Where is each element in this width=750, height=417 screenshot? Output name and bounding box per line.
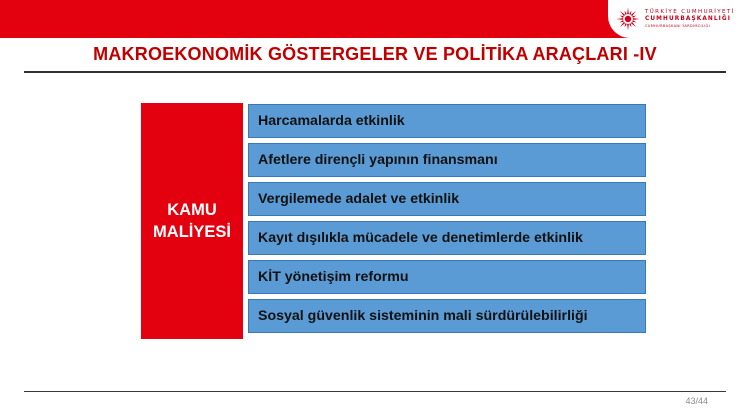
emblem-ray xyxy=(620,20,624,22)
presidency-wordmark xyxy=(645,10,735,29)
policy-item-label: Vergilemede adalet ve etkinlik xyxy=(258,191,460,207)
slide-title: MAKROEKONOMİK GÖSTERGELER VE POLİTİKA ARAÇLARI -IV xyxy=(93,44,657,64)
category-label-line: KAMU xyxy=(167,201,217,219)
emblem-ray xyxy=(617,18,624,20)
emblem-ray xyxy=(625,11,627,15)
emblem-ray xyxy=(629,23,631,27)
policy-item-label: Harcamalarda etkinlik xyxy=(258,113,405,129)
emblem-ray xyxy=(627,24,629,31)
policy-item xyxy=(248,299,646,333)
emblem-ray xyxy=(633,18,640,20)
emblem-line-state: TÜRKİYE CUMHURİYETİ xyxy=(645,8,735,15)
emblem-ray xyxy=(627,8,629,15)
emblem-ray xyxy=(631,22,636,27)
emblem-line-vice-presidency: CUMHURBAŞKANI YARDIMCILIĞI xyxy=(645,23,710,28)
emblem-ray xyxy=(625,23,627,27)
policy-item xyxy=(248,182,646,216)
footer-divider xyxy=(24,391,726,392)
emblem-ray xyxy=(632,16,636,18)
emblem-ray xyxy=(629,11,631,15)
policy-item xyxy=(248,143,646,177)
policy-item-label: Sosyal güvenlik sisteminin mali sürdürülebilirliği xyxy=(258,308,588,324)
emblem-ray xyxy=(620,11,625,16)
emblem-ray xyxy=(632,20,636,22)
page-number: 43/44 xyxy=(685,396,708,406)
policy-item-label: Afetlere dirençli yapının finansmanı xyxy=(258,152,498,168)
header-logo xyxy=(608,0,750,38)
category-label-line: MALİYESİ xyxy=(153,223,231,241)
policy-item xyxy=(248,104,646,138)
emblem-ray xyxy=(631,11,636,16)
policy-item xyxy=(248,260,646,294)
policy-item xyxy=(248,221,646,255)
policy-item-label: Kayıt dışılıkla mücadele ve denetimlerde etkinlik xyxy=(258,230,583,246)
emblem-line-presidency: CUMHURBAŞKANLIĞI xyxy=(645,16,732,23)
title-divider xyxy=(24,71,726,73)
policy-item-label: KİT yönetişim reformu xyxy=(258,269,409,285)
emblem-ray xyxy=(620,22,625,27)
presidential-sun-emblem-icon xyxy=(616,7,640,31)
category-label xyxy=(141,103,243,339)
emblem-ray xyxy=(620,16,624,18)
